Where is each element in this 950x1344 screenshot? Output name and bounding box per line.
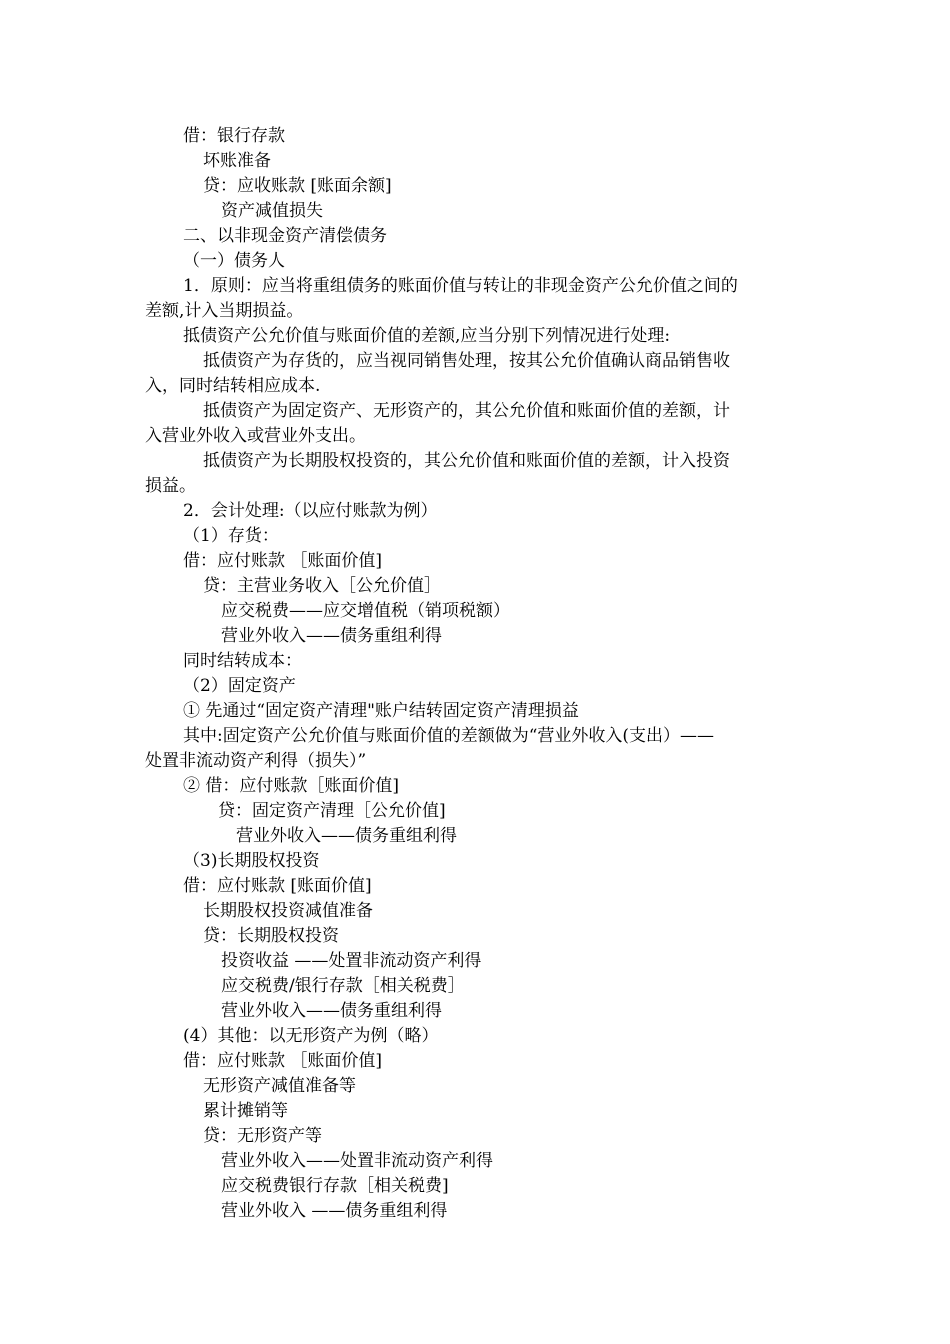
text-line: 抵债资产为存货的，应当视同销售处理，按其公允价值确认商品销售收: [203, 351, 730, 371]
text-line: 营业外收入——债务重组利得: [236, 826, 457, 846]
text-line: 入营业外收入或营业外支出。: [145, 426, 366, 446]
text-line: 坏账准备: [203, 151, 271, 171]
text-line: 其中:固定资产公允价值与账面价值的差额做为“营业外收入(支出）——: [183, 726, 715, 746]
text-line: 累计摊销等: [203, 1101, 288, 1121]
text-line: 贷：应收账款 [账面余额]: [203, 176, 392, 196]
text-line: 贷：无形资产等: [203, 1126, 322, 1146]
text-line: 长期股权投资减值准备: [203, 901, 373, 921]
text-line: 贷：主营业务收入［公允价值］: [203, 576, 441, 596]
text-line: 应交税费银行存款［相关税费]: [221, 1176, 449, 1196]
text-line: 应交税费——应交增值税（销项税额）: [221, 601, 510, 621]
text-line: （2）固定资产: [183, 676, 296, 696]
text-line: 同时结转成本：: [183, 651, 302, 671]
text-line: 营业外收入——债务重组利得: [221, 1001, 442, 1021]
text-line: 营业外收入 ——债务重组利得: [221, 1201, 448, 1221]
text-line: 2．会计处理:（以应付账款为例）: [183, 501, 438, 521]
text-line: 处置非流动资产利得（损失）”: [145, 751, 367, 771]
text-line: 损益。: [145, 476, 196, 496]
text-line: 投资收益 ——处置非流动资产利得: [221, 951, 482, 971]
text-line: 资产减值损失: [221, 201, 323, 221]
text-line: 贷：长期股权投资: [203, 926, 339, 946]
subsection-heading: （一）债务人: [183, 251, 285, 271]
text-line: 应交税费/银行存款［相关税费］: [221, 976, 465, 996]
text-line: 入，同时结转相应成本.: [145, 376, 321, 396]
text-line: （3)长期股权投资: [183, 851, 320, 871]
text-line: 借：银行存款: [183, 126, 285, 146]
text-line: (4）其他：以无形资产为例（略）: [183, 1026, 439, 1046]
text-line: ① 先通过“固定资产清理"账户结转固定资产清理损益: [183, 701, 579, 721]
text-line: 无形资产减值准备等: [203, 1076, 356, 1096]
text-line: 1．原则：应当将重组债务的账面价值与转让的非现金资产公允价值之间的: [183, 276, 738, 296]
text-line: （1）存货：: [183, 526, 279, 546]
section-heading: 二、以非现金资产清偿债务: [183, 226, 387, 246]
text-line: 贷：固定资产清理［公允价值]: [218, 801, 446, 821]
text-line: 借：应付账款 ［账面价值]: [183, 1051, 383, 1071]
text-line: 抵债资产公允价值与账面价值的差额,应当分别下列情况进行处理:: [183, 326, 671, 346]
text-line: 差额,计入当期损益。: [145, 301, 304, 321]
text-line: 营业外收入——处置非流动资产利得: [221, 1151, 493, 1171]
text-line: 借：应付账款 ［账面价值]: [183, 551, 383, 571]
text-line: 抵债资产为固定资产、无形资产的，其公允价值和账面价值的差额，计: [203, 401, 730, 421]
text-line: 借：应付账款 [账面价值]: [183, 876, 372, 896]
text-line: ② 借：应付账款［账面价值]: [183, 776, 400, 796]
text-line: 抵债资产为长期股权投资的，其公允价值和账面价值的差额，计入投资: [203, 451, 730, 471]
text-line: 营业外收入——债务重组利得: [221, 626, 442, 646]
